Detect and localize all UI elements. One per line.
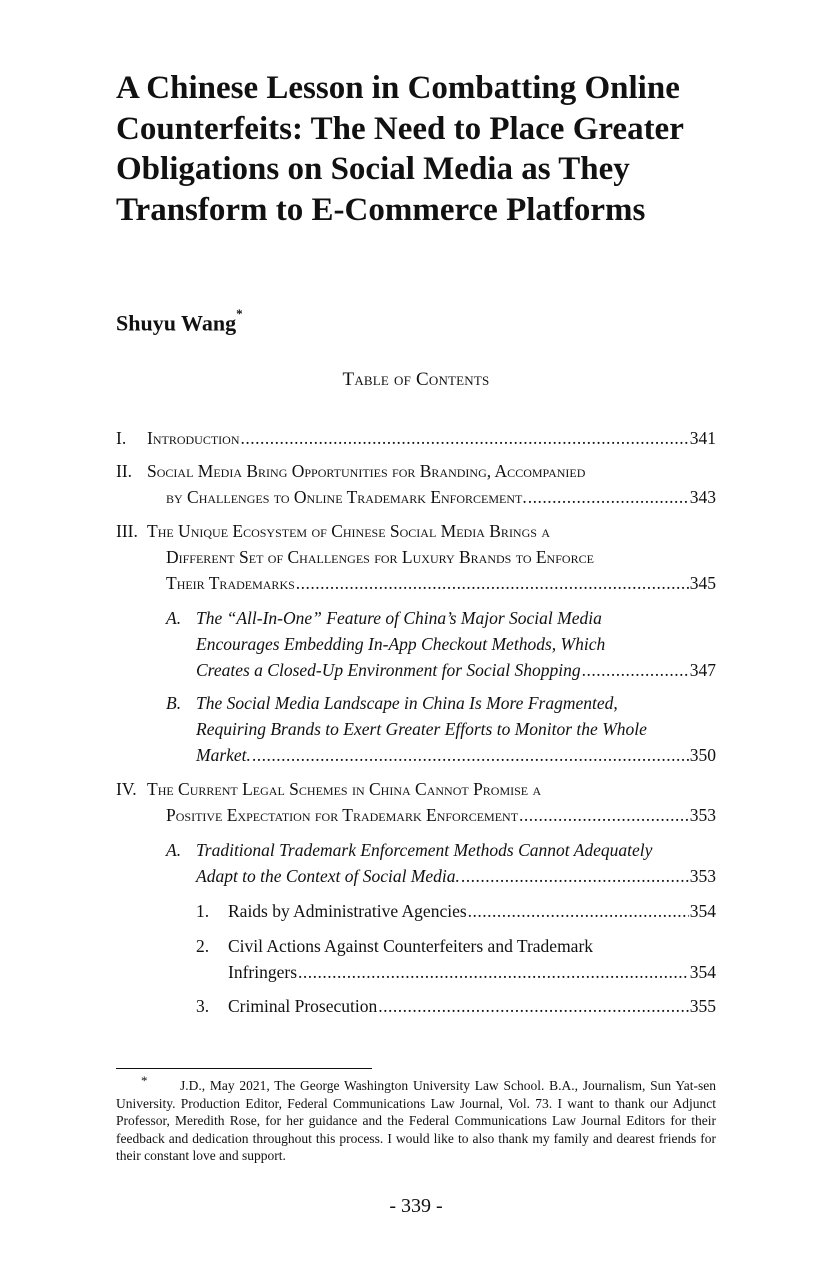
toc-entry-line	[196, 632, 605, 656]
toc-entry-title: by Challenges to Online Trademark Enforcement.	[166, 487, 527, 507]
toc-entry-title: Positive Expectation for Trademark Enforcement	[166, 805, 519, 825]
toc-dot-leader	[461, 864, 689, 888]
toc-entry-title: Their Trademarks	[166, 573, 295, 593]
toc-entry-title: Adapt to the Context of Social Media.	[196, 866, 460, 886]
toc-page-number: 355	[689, 996, 716, 1016]
toc-entry-line	[147, 519, 550, 543]
toc-page-number: 345	[689, 573, 716, 593]
toc-entry-number: A.	[166, 840, 182, 860]
toc-entry-title: Infringers	[228, 962, 298, 982]
toc-entry-title: Civil Actions Against Counterfeiters and Trademark	[228, 936, 594, 956]
toc-page-number: 353	[689, 805, 716, 825]
toc-heading: Table of Contents	[342, 369, 490, 390]
toc-entry-line	[147, 459, 585, 483]
toc-entry-title: The Social Media Landscape in China Is More Fragmented,	[196, 693, 618, 713]
page-number: - 339 -	[389, 1195, 443, 1217]
toc-dot-leader	[298, 960, 689, 984]
toc-dot-leader	[378, 994, 689, 1018]
toc-entry-line	[228, 994, 716, 1018]
toc-page-number: 353	[689, 866, 716, 886]
footnote-mark: *	[141, 1073, 148, 1088]
toc-entry-line	[196, 606, 602, 630]
toc-entry-title: The Unique Ecosystem of Chinese Social Media Brings a	[147, 521, 550, 541]
toc-entry-line	[228, 934, 593, 958]
toc-entry-line	[196, 743, 716, 767]
toc-entry-line	[166, 571, 716, 595]
toc-dot-leader	[468, 899, 689, 923]
toc-entry-number: 2.	[196, 936, 210, 956]
toc-dot-leader	[582, 658, 689, 682]
toc-entry-number: I.	[116, 428, 127, 448]
toc-entry-title: Requiring Brands to Exert Greater Efforts to Monitor the Whole	[196, 719, 647, 739]
toc-dot-leader	[519, 803, 689, 827]
toc-entry-title: Encourages Embedding In-App Checkout Methods, Which	[196, 634, 606, 654]
toc-entry-number: II.	[116, 461, 133, 481]
toc-entry-number: III.	[116, 521, 138, 541]
toc-entry-line	[196, 691, 618, 715]
toc-entry-title: The “All-In-One” Feature of China’s Major Social Media	[196, 608, 602, 628]
toc-page-number: 341	[689, 428, 716, 448]
toc-entry-title: Market.	[196, 745, 251, 765]
toc-entry-line	[147, 426, 716, 450]
footnote-text: J.D., May 2021, The George Washington University Law School. B.A., Journalism, Sun Yat-sen University. Production Editor, Federal Communications Law Journal, Vol. 73. I want to thank our Adjunct Professor, Meredith Rose, for her guidance and the Federal Communications Law Journal Editors for their feedback and dedication throughout this process. I would like to also thank my family and dearest friends for their constant love and support.	[116, 1078, 716, 1164]
toc-dot-leader	[241, 426, 689, 450]
toc-page-number: 354	[689, 901, 716, 921]
footnote-divider	[116, 1068, 372, 1069]
toc-entry-title: Criminal Prosecution	[228, 996, 378, 1016]
toc-page-number: 347	[689, 660, 716, 680]
toc-entry-title: Traditional Trademark Enforcement Methods Cannot Adequately	[196, 840, 653, 860]
toc-entry-line	[196, 864, 716, 888]
toc-entry-line	[166, 485, 716, 509]
toc-entry-line	[228, 899, 716, 923]
toc-entry-line	[166, 803, 716, 827]
toc-entry-line	[196, 717, 647, 741]
toc-entry-title: Raids by Administrative Agencies	[228, 901, 467, 921]
toc-entry-number: B.	[166, 693, 182, 713]
toc-entry-number: 3.	[196, 996, 210, 1016]
toc-page-number: 354	[689, 962, 716, 982]
toc-page-number: 343	[689, 487, 716, 507]
toc-entry-line	[166, 545, 594, 569]
toc-entry-title: Introduction	[147, 428, 240, 448]
author-footnote-mark: *	[236, 306, 243, 321]
toc-entry-title: The Current Legal Schemes in China Cannot Promise a	[147, 779, 542, 799]
toc-entry-number: IV.	[116, 779, 137, 799]
toc-dot-leader	[528, 485, 689, 509]
toc-entry-line	[196, 838, 652, 862]
toc-dot-leader	[296, 571, 689, 595]
toc-entry-title: Social Media Bring Opportunities for Branding, Accompanied	[147, 461, 586, 481]
toc-dot-leader	[252, 743, 689, 767]
toc-entry-line	[228, 960, 716, 984]
toc-entry-number: A.	[166, 608, 182, 628]
author-name-text: Shuyu Wang	[116, 310, 237, 336]
toc-page-number: 350	[689, 745, 716, 765]
toc-entry-line	[147, 777, 541, 801]
toc-entry-line	[196, 658, 716, 682]
toc-entry-title: Creates a Closed-Up Environment for Social Shopping	[196, 660, 581, 680]
toc-entry-number: 1.	[196, 901, 210, 921]
article-title: A Chinese Lesson in Combatting Online Counterfeits: The Need to Place Greater Obligations on Social Media as They Transform to E-Commerce Platforms	[116, 70, 684, 228]
toc-entry-title: Different Set of Challenges for Luxury Brands to Enforce	[166, 547, 594, 567]
